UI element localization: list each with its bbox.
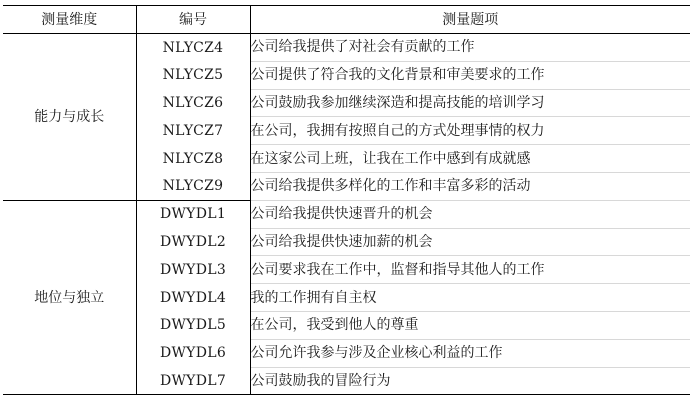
code-cell: DWYDL2 xyxy=(136,228,250,256)
dimension-cell: 能力与成长 xyxy=(3,34,136,201)
code-cell: NLYCZ5 xyxy=(136,61,250,89)
item-cell: 公司给我提供快速加薪的机会 xyxy=(250,228,690,256)
header-dimension: 测量维度 xyxy=(3,6,136,34)
table-row xyxy=(3,200,690,228)
code-cell: NLYCZ4 xyxy=(136,34,250,62)
code-cell: NLYCZ7 xyxy=(136,117,250,145)
code-cell: NLYCZ6 xyxy=(136,89,250,117)
table-body xyxy=(3,34,690,395)
table-header xyxy=(3,6,690,34)
item-cell: 公司提供了符合我的文化背景和审美要求的工作 xyxy=(250,61,690,89)
item-cell: 在公司，我受到他人的尊重 xyxy=(250,311,690,339)
item-cell: 公司给我提供了对社会有贡献的工作 xyxy=(250,34,690,62)
item-cell: 公司给我提供快速晋升的机会 xyxy=(250,200,690,228)
item-cell: 在公司，我拥有按照自己的方式处理事情的权力 xyxy=(250,117,690,145)
item-cell: 公司鼓励我的冒险行为 xyxy=(250,367,690,395)
item-cell: 公司要求我在工作中，监督和指导其他人的工作 xyxy=(250,256,690,284)
measurement-table xyxy=(3,5,690,395)
code-cell: DWYDL5 xyxy=(136,311,250,339)
item-cell: 在这家公司上班，让我在工作中感到有成就感 xyxy=(250,145,690,173)
item-cell: 公司允许我参与涉及企业核心利益的工作 xyxy=(250,339,690,367)
code-cell: NLYCZ8 xyxy=(136,145,250,173)
code-cell: DWYDL1 xyxy=(136,200,250,228)
table-row xyxy=(3,34,690,62)
dimension-cell: 地位与独立 xyxy=(3,200,136,395)
item-cell: 公司鼓励我参加继续深造和提高技能的培训学习 xyxy=(250,89,690,117)
code-cell: NLYCZ9 xyxy=(136,172,250,200)
item-cell: 公司给我提供多样化的工作和丰富多彩的活动 xyxy=(250,172,690,200)
header-row xyxy=(3,6,690,34)
code-cell: DWYDL3 xyxy=(136,256,250,284)
header-item: 测量题项 xyxy=(250,6,690,34)
code-cell: DWYDL7 xyxy=(136,367,250,395)
header-code: 编号 xyxy=(136,6,250,34)
code-cell: DWYDL6 xyxy=(136,339,250,367)
code-cell: DWYDL4 xyxy=(136,284,250,312)
item-cell: 我的工作拥有自主权 xyxy=(250,284,690,312)
